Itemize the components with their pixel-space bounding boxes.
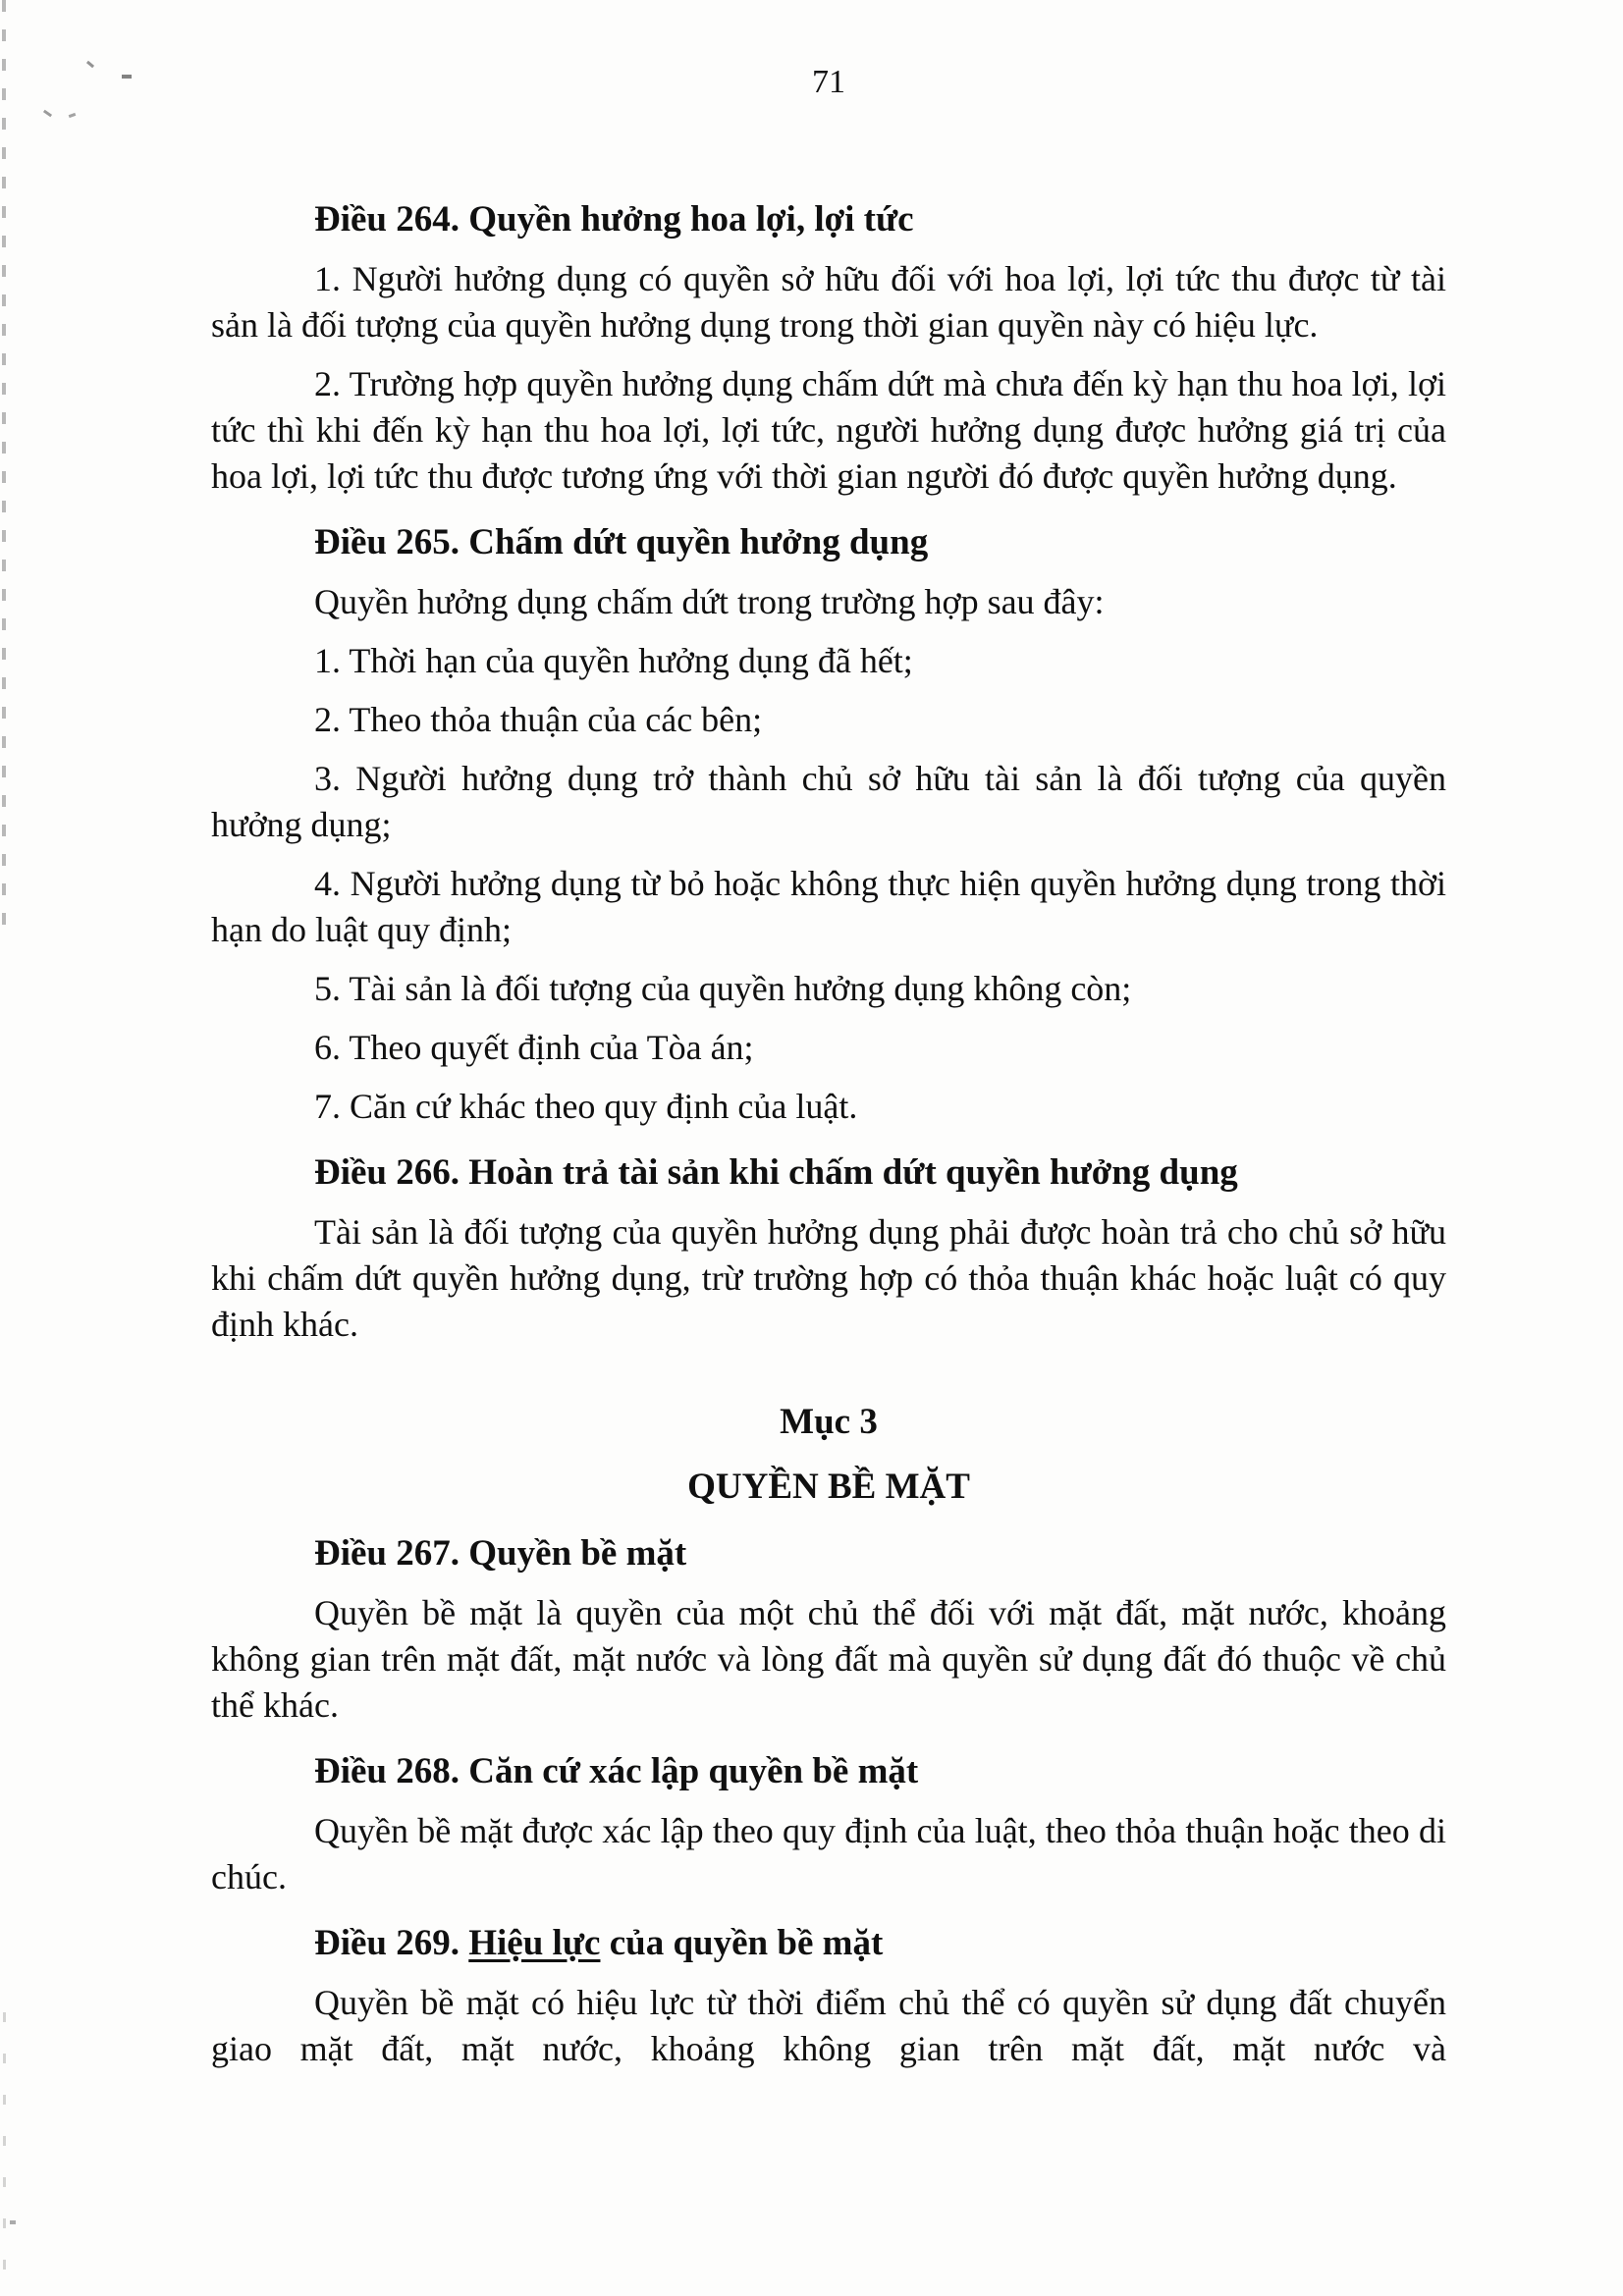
article-265-item-7: 7. Căn cứ khác theo quy định của luật. xyxy=(314,1087,858,1126)
scan-artifact xyxy=(122,75,132,79)
article-264-heading: Điều 264. Quyền hưởng hoa lợi, lợi tức xyxy=(314,199,914,240)
article-266-paragraph: Tài sản là đối tượng của quyền hưởng dụng phải được hoàn trả cho chủ sở hữu khi chấm dứt quyền hưởng dụng, trừ trường hợp có thỏa thuận khác hoặc luật có quy định khác. xyxy=(211,1212,1446,1344)
article-265-intro: Quyền hưởng dụng chấm dứt trong trường hợp sau đây: xyxy=(314,582,1105,621)
article-266-heading: Điều 266. Hoàn trả tài sản khi chấm dứt quyền hưởng dụng xyxy=(314,1152,1238,1193)
article-269-heading-prefix: Điều 269. xyxy=(314,1923,469,1963)
article-269-paragraph: Quyền bề mặt có hiệu lực từ thời điểm chủ thể có quyền sử dụng đất chuyển giao mặt đất, mặt nước, khoảng không gian trên mặt đất, mặt nước và xyxy=(211,1983,1446,2068)
article-269-heading-underlined: Hiệu lực xyxy=(468,1923,601,1963)
section-3-label: Mục 3 xyxy=(780,1402,878,1442)
section-3-title: QUYỀN BỀ MẶT xyxy=(687,1467,970,1507)
article-269-heading-suffix: của quyền bề mặt xyxy=(600,1923,884,1963)
scan-artifact xyxy=(10,2220,16,2224)
scan-artifact xyxy=(3,2012,6,2287)
article-269-heading xyxy=(211,1920,1446,1967)
article-268-paragraph: Quyền bề mặt được xác lập theo quy định của luật, theo thỏa thuận hoặc theo di chúc. xyxy=(211,1811,1446,1896)
article-268-heading: Điều 268. Căn cứ xác lập quyền bề mặt xyxy=(314,1751,919,1791)
scan-artifact xyxy=(2,0,6,933)
article-265-item-5: 5. Tài sản là đối tượng của quyền hưởng dụng không còn; xyxy=(314,969,1132,1008)
article-265-item-2: 2. Theo thỏa thuận của các bên; xyxy=(314,700,763,739)
article-265-item-4: 4. Người hưởng dụng từ bỏ hoặc không thực hiện quyền hưởng dụng trong thời hạn do luật quy định; xyxy=(211,864,1446,949)
article-267-heading: Điều 267. Quyền bề mặt xyxy=(314,1533,687,1574)
article-265-item-6: 6. Theo quyết định của Tòa án; xyxy=(314,1028,754,1067)
article-265-item-3: 3. Người hưởng dụng trở thành chủ sở hữu tài sản là đối tượng của quyền hưởng dụng; xyxy=(211,759,1446,844)
article-265-heading: Điều 265. Chấm dứt quyền hưởng dụng xyxy=(314,522,929,562)
article-265-item-1: 1. Thời hạn của quyền hưởng dụng đã hết; xyxy=(314,641,913,680)
article-267-paragraph: Quyền bề mặt là quyền của một chủ thể đối với mặt đất, mặt nước, khoảng không gian trên mặt đất, mặt nước và lòng đất mà quyền sử dụng đất đó thuộc về chủ thể khác. xyxy=(211,1593,1446,1725)
article-264-paragraph-1: 1. Người hưởng dụng có quyền sở hữu đối với hoa lợi, lợi tức thu được từ tài sản là đối tượng của quyền hưởng dụng trong thời gian quyền này có hiệu lực. xyxy=(211,259,1446,345)
page-number: 71 xyxy=(812,64,845,100)
article-264-paragraph-2: 2. Trường hợp quyền hưởng dụng chấm dứt mà chưa đến kỳ hạn thu hoa lợi, lợi tức thì khi đến kỳ hạn thu hoa lợi, lợi tức, người hưởng dụng được hưởng giá trị của hoa lợi, lợi tức thu được tương ứng với thời gian người đó được quyền hưởng dụng. xyxy=(211,364,1446,496)
